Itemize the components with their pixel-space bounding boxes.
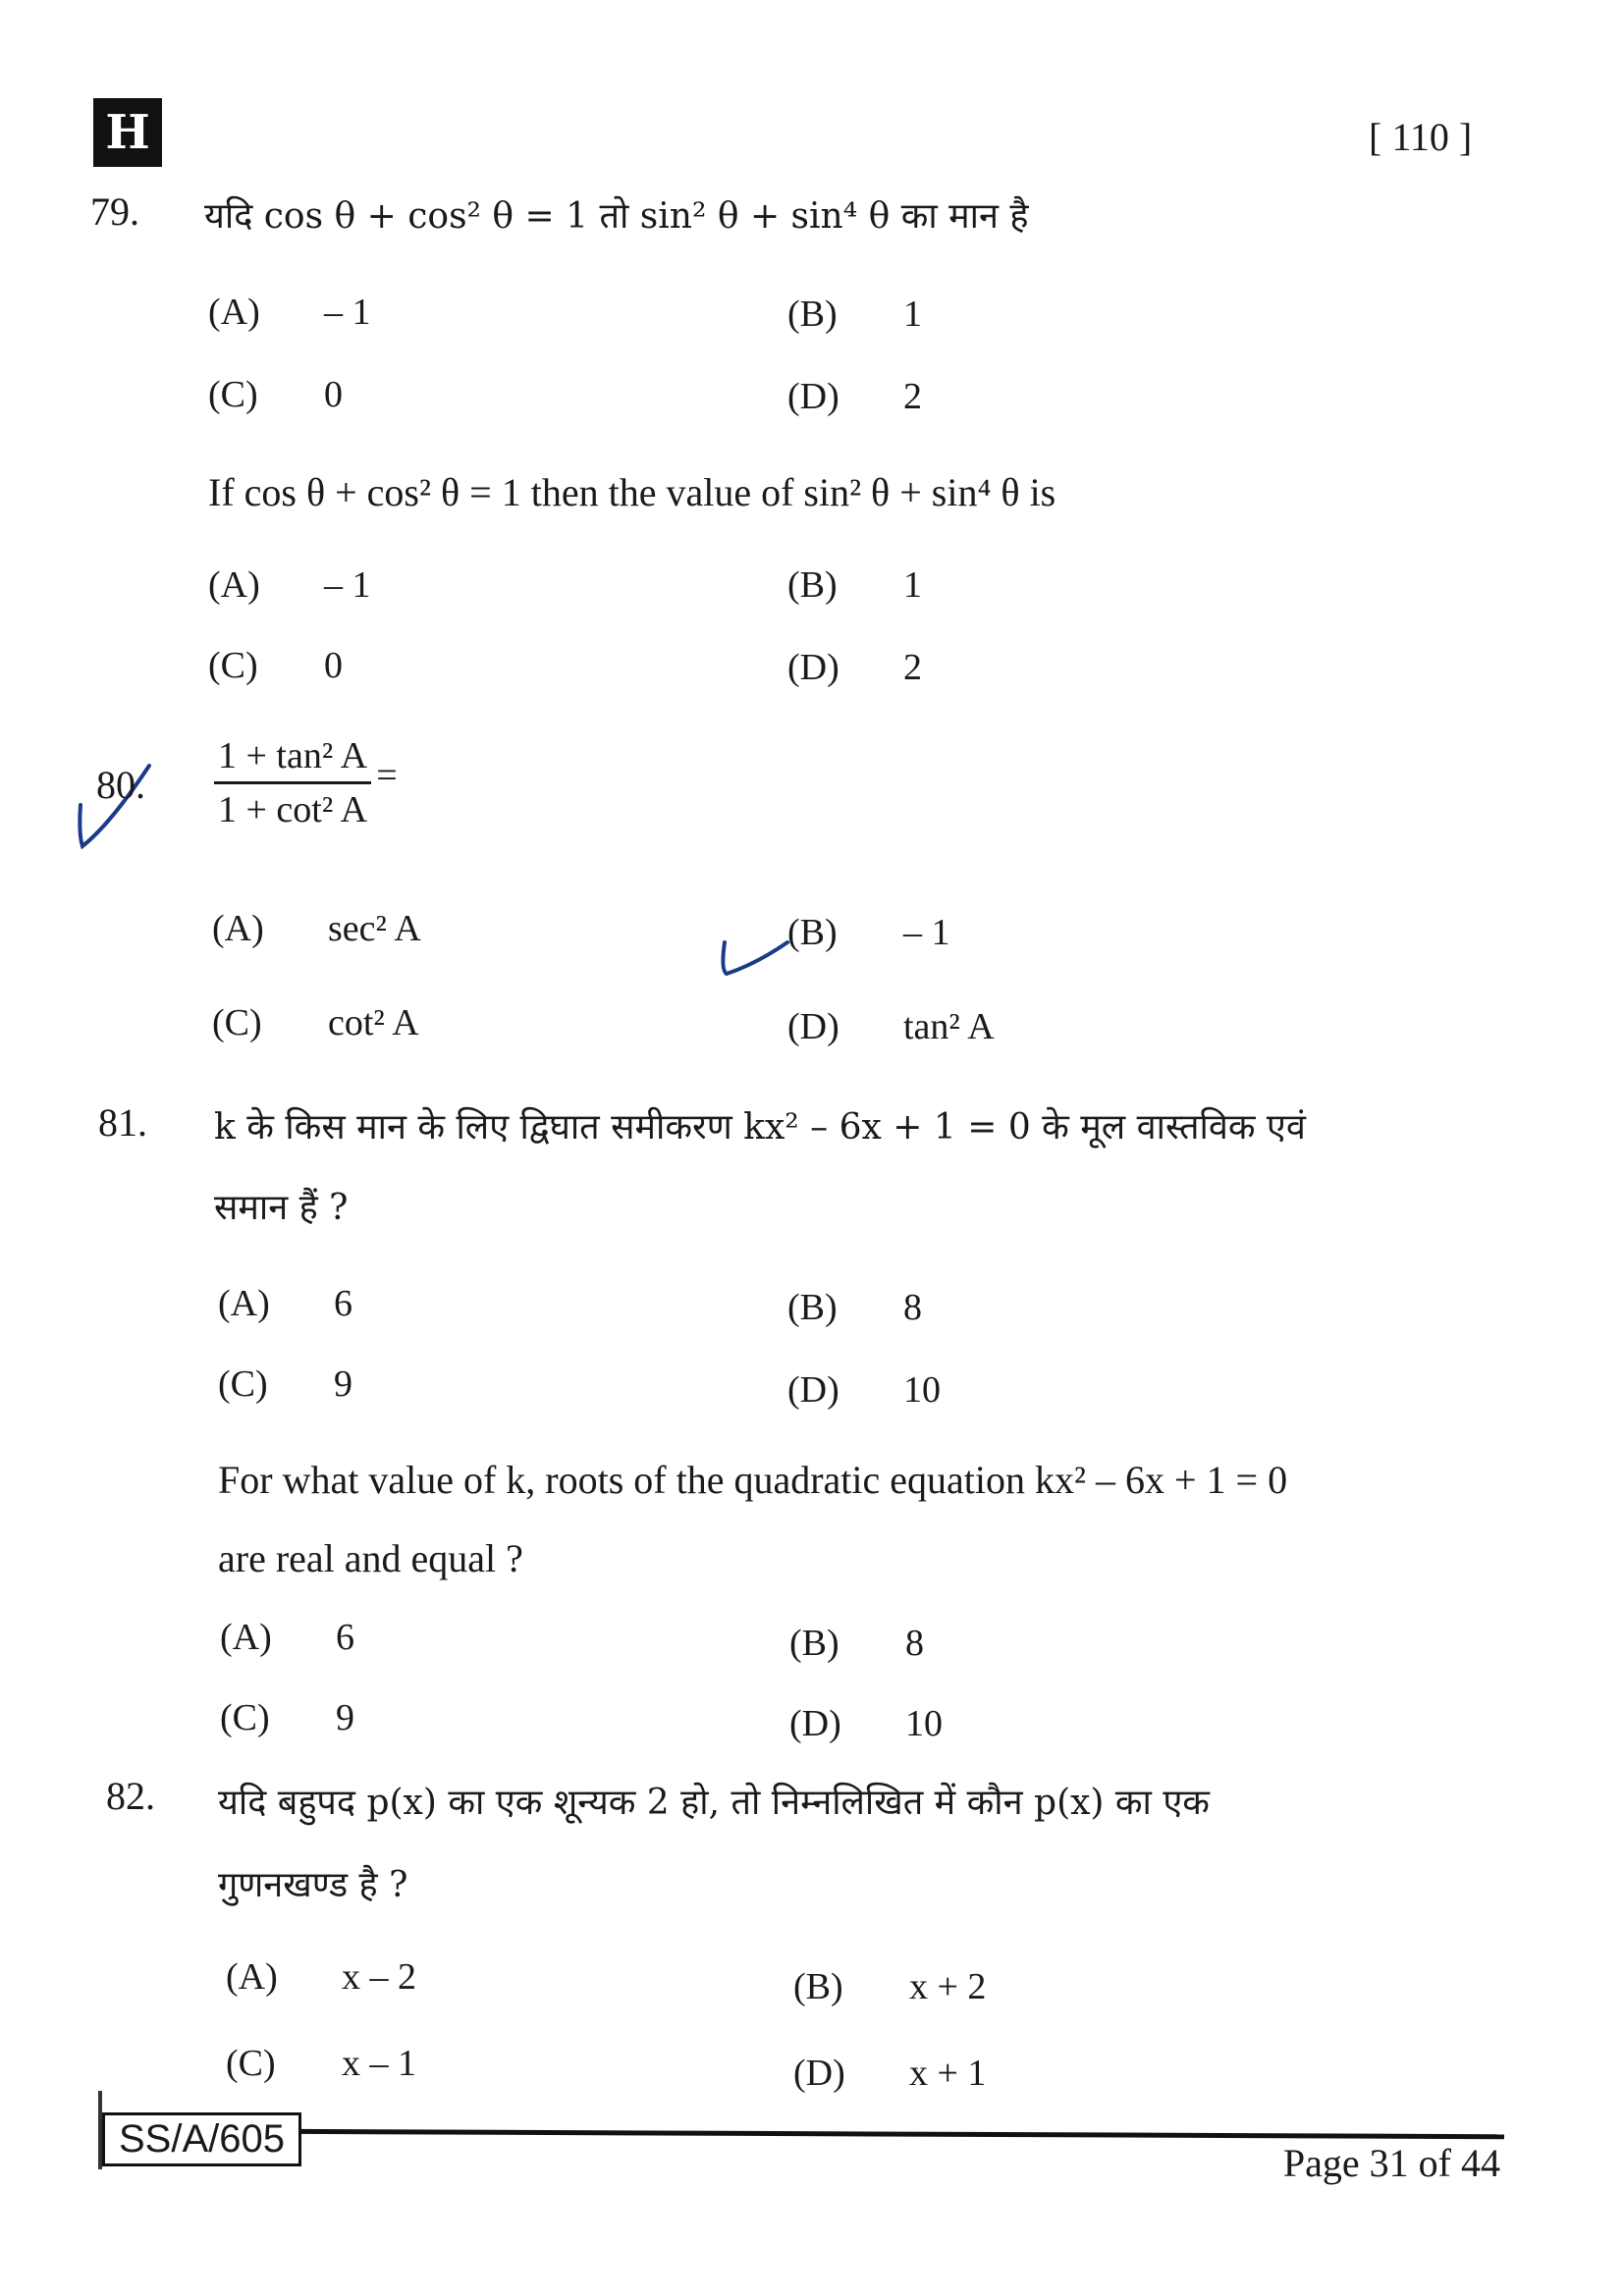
option-d: (D) x + 1 xyxy=(793,2053,987,2094)
option-b: (B) 8 xyxy=(789,1623,924,1664)
option-b-marked: (B) – 1 xyxy=(787,912,950,953)
paper-code: SS/A/605 xyxy=(102,2112,301,2166)
question-number: 79. xyxy=(90,189,139,234)
option-a: (A) 6 xyxy=(218,1283,352,1324)
section-badge: H xyxy=(93,98,162,167)
question-hindi-line2: गुणनखण्ड है ? xyxy=(218,1865,408,1905)
option-c: (C) cot² A xyxy=(212,1002,419,1043)
numerator: 1 + tan² A xyxy=(214,734,371,784)
question-hindi-line2: समान हैं ? xyxy=(214,1188,349,1228)
option-d: (D) 10 xyxy=(787,1369,941,1411)
option-a: (A) – 1 xyxy=(208,564,371,606)
fraction-expression xyxy=(214,734,398,831)
handwritten-check-icon xyxy=(717,913,795,982)
page-number: Page 31 of 44 xyxy=(1282,2141,1500,2185)
question-hindi-line1: k के किस मान के लिए द्विघात समीकरण kx² – 6x + 1 = 0 के मूल वास्तविक एवं xyxy=(214,1107,1306,1148)
option-a: (A) x – 2 xyxy=(226,1956,416,1998)
question-english: If cos θ + cos² θ = 1 then the value of sin² θ + sin⁴ θ is xyxy=(208,470,1056,514)
option-b: (B) x + 2 xyxy=(793,1966,987,2007)
question-hindi-line1: यदि बहुपद p(x) का एक शून्यक 2 हो, तो निम्नलिखित में कौन p(x) का एक xyxy=(218,1783,1210,1823)
option-c: (C) 0 xyxy=(208,374,343,415)
denominator: 1 + cot² A xyxy=(218,789,368,830)
option-b: (B) 1 xyxy=(787,294,922,335)
question-number: 81. xyxy=(98,1100,147,1145)
question-hindi: यदि cos θ + cos² θ = 1 तो sin² θ + sin⁴ θ का मान है xyxy=(204,196,1029,237)
page-code: [ 110 ] xyxy=(1369,115,1473,159)
question-number: 80. xyxy=(96,763,145,807)
question-english-line2: are real and equal ? xyxy=(218,1536,523,1580)
option-c: (C) 0 xyxy=(208,645,343,686)
question-english-line1: For what value of k, roots of the quadratic equation kx² – 6x + 1 = 0 xyxy=(218,1458,1288,1502)
option-a: (A) sec² A xyxy=(212,908,421,949)
option-d: (D) 2 xyxy=(787,376,922,417)
option-c: (C) 9 xyxy=(220,1697,354,1738)
question-number: 82. xyxy=(106,1774,155,1818)
equals-sign: = xyxy=(376,755,398,796)
option-c: (C) 9 xyxy=(218,1363,352,1405)
option-a: (A) – 1 xyxy=(208,292,371,333)
option-c: (C) x – 1 xyxy=(226,2043,416,2084)
option-b: (B) 8 xyxy=(787,1287,922,1328)
option-d: (D) tan² A xyxy=(787,1006,995,1047)
option-a: (A) 6 xyxy=(220,1617,354,1658)
option-b: (B) 1 xyxy=(787,564,922,606)
footer-divider xyxy=(98,2128,1504,2139)
option-d: (D) 10 xyxy=(789,1703,943,1744)
option-d: (D) 2 xyxy=(787,647,922,688)
